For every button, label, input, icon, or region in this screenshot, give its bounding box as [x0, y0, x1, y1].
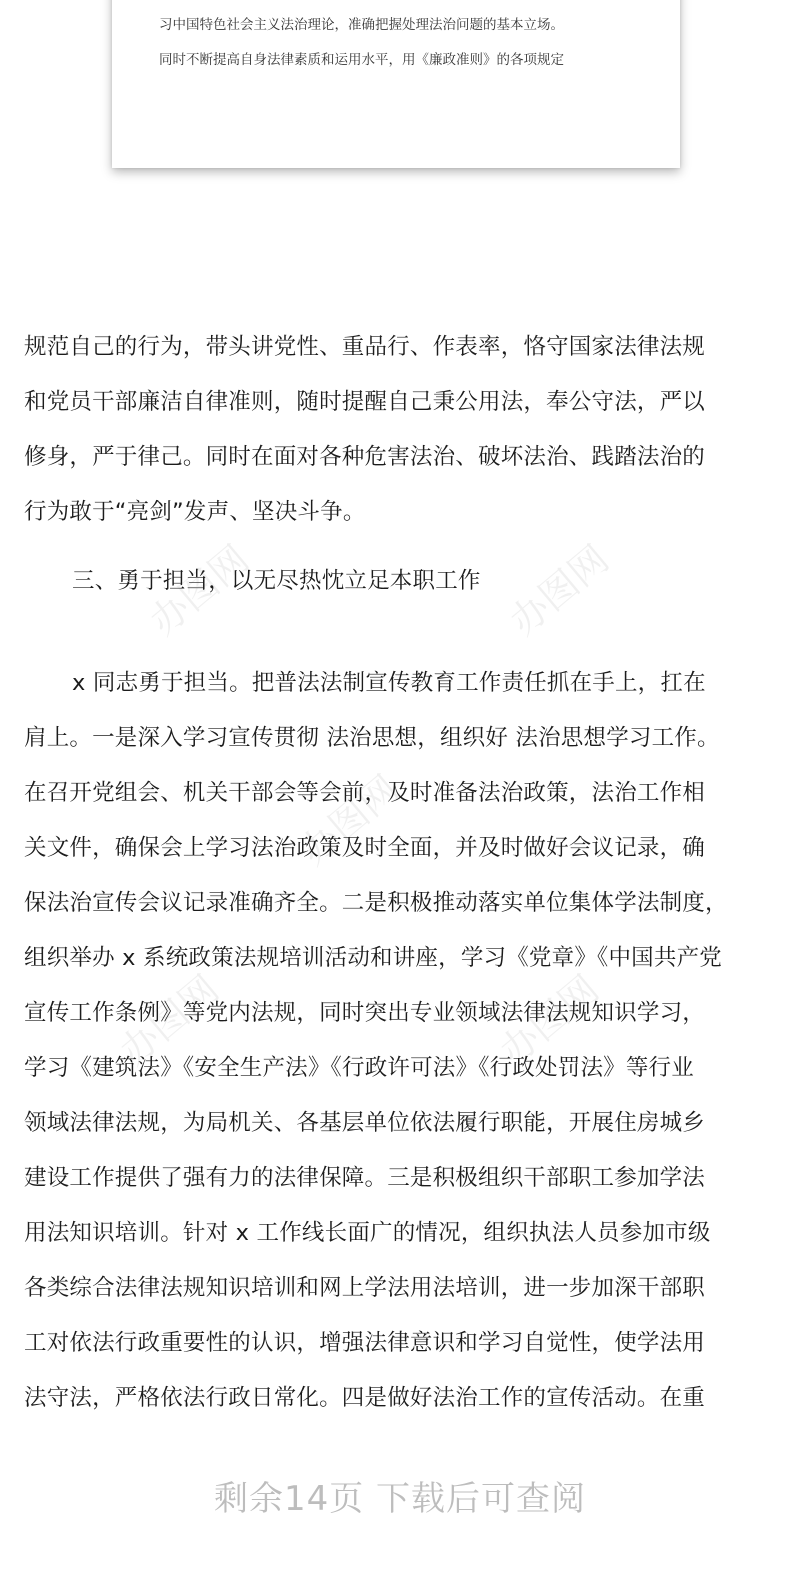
watermark: 办图网 [501, 536, 618, 644]
section-heading: 三、勇于担当，以无尽热忱立足本职工作 [72, 568, 481, 594]
body-line: 保法治宣传会议记录准确齐全。二是积极推动落实单位集体学法制度， [24, 890, 728, 916]
body-line: 宣传工作条例》等党内法规，同时突出专业领域法律法规知识学习， [24, 1000, 706, 1026]
body-line: 行为敢于“亮剑”发声、坚决斗争。 [24, 499, 366, 525]
body-line: 修身，严于律己。同时在面对各种危害法治、破坏法治、践踏法治的 [24, 444, 706, 470]
body-line: 法守法，严格依法行政日常化。四是做好法治工作的宣传活动。在重 [24, 1385, 706, 1411]
body-line: 和党员干部廉洁自律准则，随时提醒自己秉公用法，奉公守法，严以 [24, 389, 706, 415]
body-line: 关文件，确保会上学习法治政策及时全面，并及时做好会议记录，确 [24, 835, 706, 861]
remaining-pages-note[interactable]: 剩余14页 下载后可查阅 [213, 1479, 587, 1519]
preview-line: 同时不断提高自身法律素质和运用水平，用《廉政准则》的各项规定 [159, 52, 564, 68]
body-line: 工对依法行政重要性的认识，增强法律意识和学习自觉性，使学法用 [24, 1330, 706, 1356]
body-line: 组织举办 x 系统政策法规培训活动和讲座，学习《党章》《中国共产党 [24, 945, 722, 971]
watermark: 办图网 [111, 966, 228, 1074]
body-line: 肩上。一是深入学习宣传贯彻 法治思想，组织好 法治思想学习工作。 [24, 725, 720, 751]
watermark: 办图网 [141, 536, 258, 644]
body-line: 各类综合法律法规知识培训和网上学法用法培训，进一步加深干部职 [24, 1275, 706, 1301]
watermark: 办图网 [291, 766, 408, 874]
body-line: 建设工作提供了强有力的法律保障。三是积极组织干部职工参加学法 [24, 1165, 706, 1191]
body-line: 用法知识培训。针对 x 工作线长面广的情况，组织执法人员参加市级 [24, 1220, 711, 1246]
body-line: 规范自己的行为，带头讲党性、重品行、作表率，恪守国家法律法规 [24, 334, 706, 360]
body-line: 学习《建筑法》《安全生产法》《行政许可法》《行政处罚法》等行业 [24, 1055, 694, 1081]
body-line: 在召开党组会、机关干部会等会前，及时准备法治政策，法治工作相 [24, 780, 706, 806]
preview-line: 习中国特色社会主义法治理论，准确把握处理法治问题的基本立场。 [159, 17, 564, 33]
body-line: x 同志勇于担当。把普法法制宣传教育工作责任抓在手上，扛在 [72, 670, 706, 696]
document-preview-card [112, 0, 680, 168]
watermark: 办图网 [491, 966, 608, 1074]
body-line: 领域法律法规，为局机关、各基层单位依法履行职能，开展住房城乡 [24, 1110, 706, 1136]
